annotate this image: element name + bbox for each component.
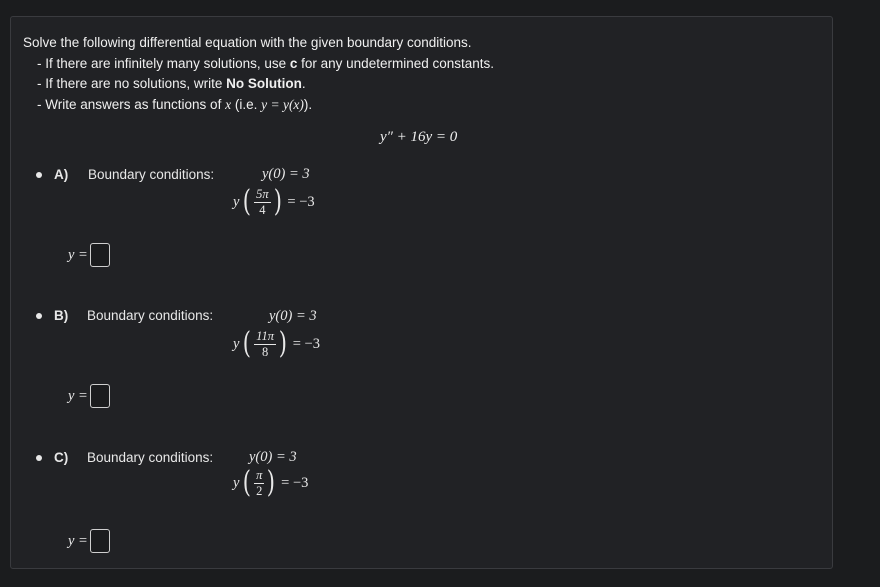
left-paren: ( — [243, 465, 252, 500]
instruction-text: for any undetermined constants. — [297, 55, 495, 71]
boundary-condition-1: y(0) = 3 — [262, 166, 310, 182]
boundary-value: = −3 — [292, 335, 320, 352]
question-panel — [10, 16, 833, 569]
answer-row — [68, 529, 110, 553]
function-symbol: y — [233, 474, 240, 491]
boundary-conditions-label: Boundary conditions: — [88, 167, 215, 182]
fraction-denominator: 8 — [261, 344, 269, 359]
instruction-text: ). — [303, 96, 313, 112]
fraction-denominator: 4 — [259, 202, 266, 217]
boundary-condition-2 — [233, 465, 309, 500]
left-paren: ( — [243, 184, 252, 219]
right-paren: ) — [273, 184, 282, 219]
differential-equation: y″ + 16y = 0 — [380, 129, 458, 145]
math-expression: y = y(x) — [261, 96, 304, 112]
fraction — [254, 188, 271, 217]
fraction — [254, 469, 264, 498]
instruction-line — [23, 95, 494, 116]
instructions — [23, 33, 494, 115]
right-paren: ) — [278, 326, 287, 361]
instruction-text: . — [301, 76, 306, 91]
fraction — [254, 330, 276, 359]
bullet-dot — [36, 172, 42, 178]
part-letter: C) — [54, 450, 69, 465]
instruction-text: (i.e. — [231, 96, 262, 112]
fraction-denominator: 2 — [256, 483, 263, 498]
instruction-line — [23, 54, 494, 75]
left-paren: ( — [243, 326, 252, 361]
answer-input[interactable] — [90, 529, 110, 553]
right-paren: ) — [267, 465, 276, 500]
function-symbol: y — [233, 335, 240, 352]
instruction-text: - If there are infinitely many solutions, use — [37, 55, 290, 71]
instruction-bold: c — [289, 55, 298, 71]
instruction-text: - If there are no solutions, write — [37, 76, 227, 91]
part-letter: B) — [54, 308, 69, 323]
answer-row — [68, 384, 110, 408]
fraction-numerator: π — [256, 467, 263, 482]
boundary-condition-1: y(0) = 3 — [269, 308, 317, 324]
instruction-line — [23, 74, 494, 95]
function-symbol: y — [233, 193, 240, 210]
boundary-condition-2 — [233, 326, 320, 361]
boundary-condition-2 — [233, 184, 315, 219]
fraction-numerator: 5π — [256, 186, 269, 201]
answer-input[interactable] — [90, 384, 110, 408]
answer-prefix: y = — [68, 387, 88, 404]
boundary-value: = −3 — [281, 474, 309, 491]
answer-prefix: y = — [68, 532, 88, 549]
boundary-condition-1: y(0) = 3 — [249, 449, 297, 465]
instruction-text: - Write answers as functions of — [37, 96, 226, 112]
boundary-conditions-label: Boundary conditions: — [87, 308, 214, 323]
answer-row — [68, 243, 110, 267]
fraction-numerator: 11π — [256, 328, 274, 343]
instruction-line: Solve the following differential equation with the given boundary conditions. — [23, 35, 472, 50]
boundary-value: = −3 — [287, 193, 315, 210]
instruction-bold: No Solution — [226, 76, 302, 91]
bullet-dot — [36, 313, 42, 319]
answer-input[interactable] — [90, 243, 110, 267]
part-letter: A) — [54, 167, 69, 182]
answer-prefix: y = — [68, 246, 88, 263]
boundary-conditions-label: Boundary conditions: — [87, 450, 214, 465]
math-variable: x — [225, 96, 232, 112]
bullet-dot — [36, 455, 42, 461]
